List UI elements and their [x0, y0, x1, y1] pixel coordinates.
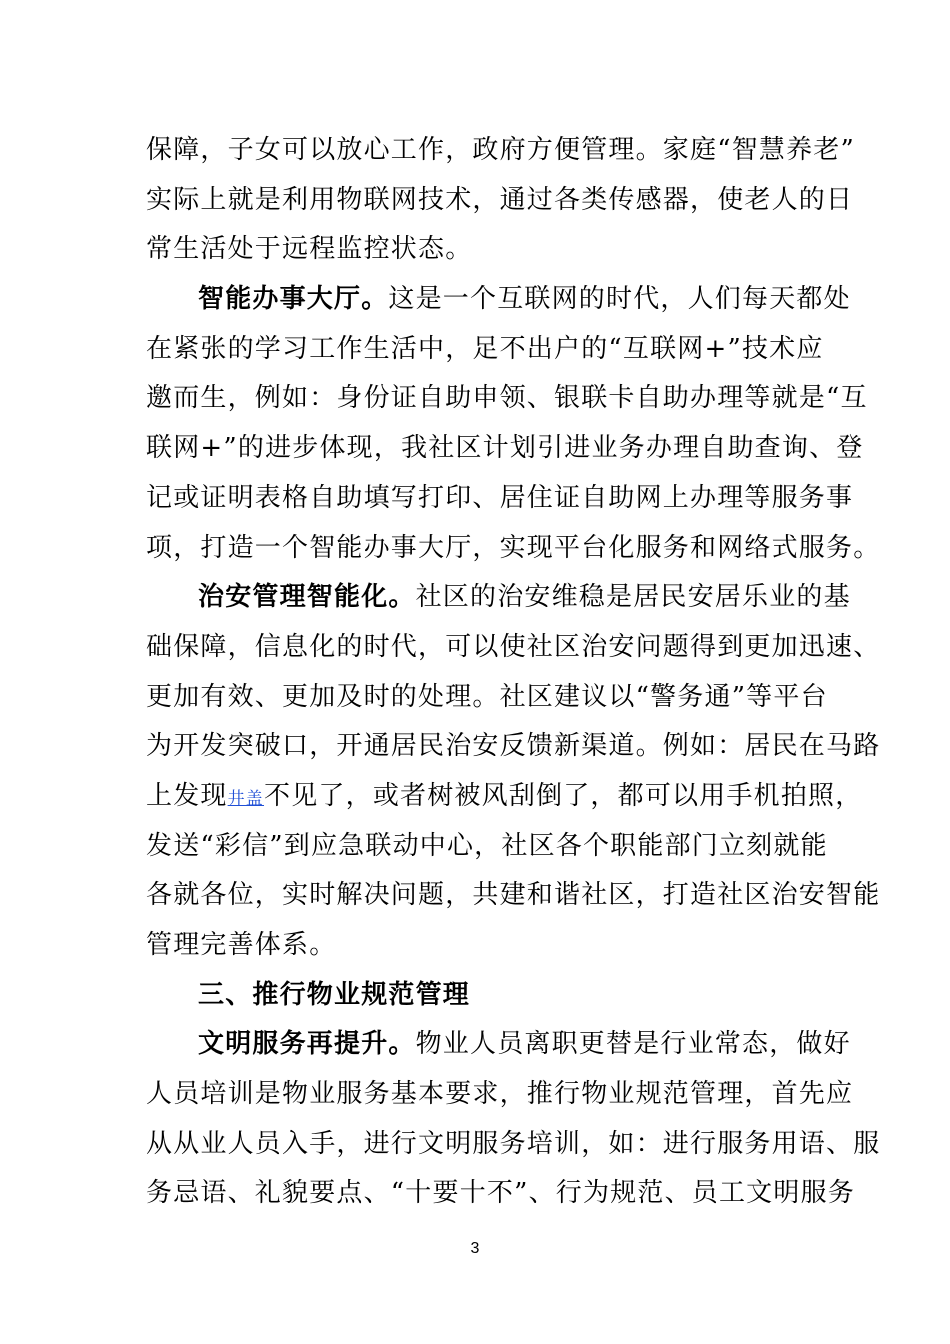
text-run: 不见了，或者树被风刮倒了，都可以用手机拍照，: [264, 780, 863, 811]
document-body: [146, 126, 881, 1219]
text-line: 在紧张的学习工作生活中，足不出户的“互联网+”技术应: [146, 333, 824, 364]
text-line: 邀而生，例如：身份证自助申领、银联卡自助办理等就是“互: [146, 383, 868, 414]
text-line: 础保障，信息化的时代，可以使社区治安问题得到更加迅速、: [146, 631, 881, 662]
paragraph-smart-service-hall: [146, 275, 881, 573]
text-line: 为开发突破口，开通居民治安反馈新渠道。例如：居民在马路: [146, 731, 881, 762]
text-line: [146, 573, 851, 623]
text-line: 记或证明表格自助填写打印、居住证自助网上办理等服务事: [146, 482, 854, 513]
text-line: 务忌语、礼貌要点、“十要十不”、行为规范、员工文明服务: [146, 1178, 855, 1209]
paragraph-heading: 智能办事大厅。: [198, 284, 389, 315]
text-line: 发送“彩信”到应急联动中心，社区各个职能部门立刻就能: [146, 830, 828, 861]
text-run: 上发现: [146, 780, 228, 811]
paragraph-smart-elderly-care: [146, 126, 855, 275]
text-line: 更加有效、更加及时的处理。社区建议以“警务通”等平台: [146, 681, 828, 712]
section-heading: 三、推行物业规范管理: [198, 979, 471, 1010]
text-line: 各就各位，实时解决问题，共建和谐社区，打造社区治安智能: [146, 880, 881, 911]
text-line: [146, 772, 863, 822]
manhole-cover-link[interactable]: 井盖: [227, 788, 265, 809]
text-line: 从从业人员入手，进行文明服务培训，如：进行服务用语、服: [146, 1128, 881, 1159]
text-line: 保障，子女可以放心工作，政府方便管理。家庭“智慧养老”: [146, 135, 855, 165]
paragraph-heading: 治安管理智能化。: [198, 582, 416, 613]
text-line: 联网+”的进步体现，我社区计划引进业务办理自助查询、登: [146, 433, 864, 464]
text-line: [146, 275, 851, 325]
text-line: 人员培训是物业服务基本要求，推行物业规范管理，首先应: [146, 1079, 854, 1110]
text-line: 实际上就是利用物联网技术，通过各类传感器，使老人的日: [146, 184, 854, 215]
page-number: 3: [470, 1240, 480, 1257]
text-line: [146, 1020, 851, 1070]
text-line: 常生活处于远程监控状态。: [146, 234, 473, 265]
text-line: 管理完善体系。: [146, 930, 337, 960]
text-run: 这是一个互联网的时代，人们每天都处: [388, 284, 851, 315]
paragraph-smart-public-security: [146, 573, 881, 971]
text-run: 社区的治安维稳是居民安居乐业的基: [415, 582, 851, 613]
paragraph-civilized-service: [146, 1020, 881, 1219]
paragraph-heading: 文明服务再提升。: [198, 1029, 416, 1060]
text-line: 项，打造一个智能办事大厅，实现平台化服务和网络式服务。: [146, 532, 881, 563]
text-run: 物业人员离职更替是行业常态，做好: [415, 1029, 851, 1060]
